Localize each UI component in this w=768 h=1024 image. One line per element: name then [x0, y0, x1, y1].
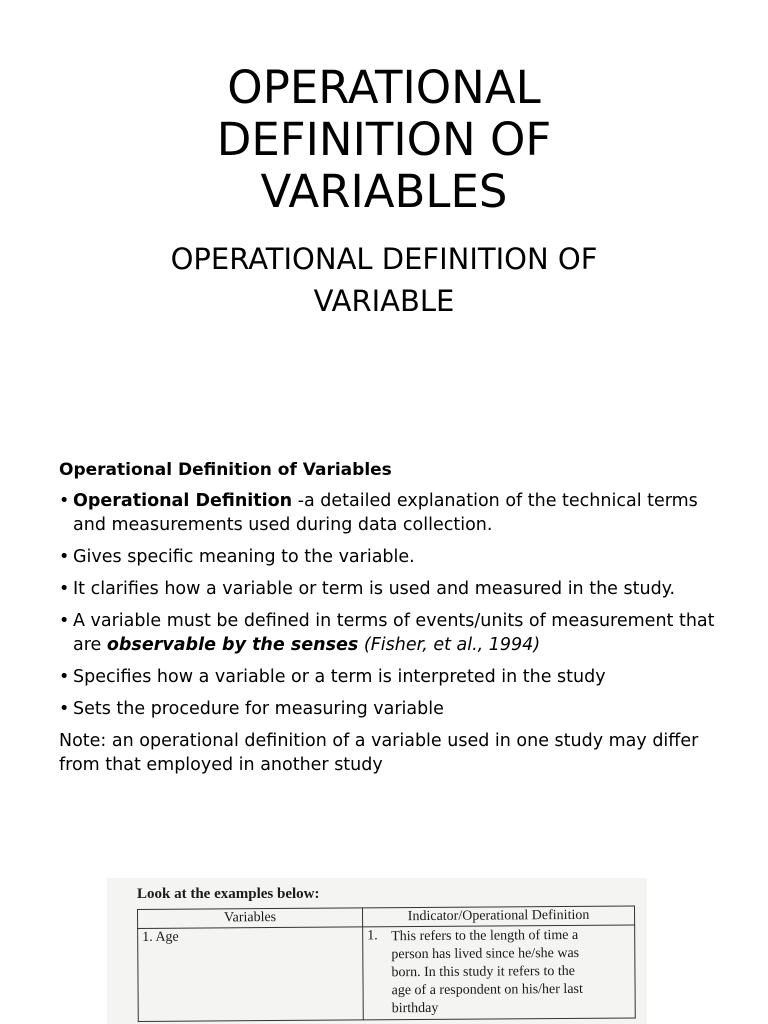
bullet-glyph: •	[59, 491, 70, 511]
definition-line: This refers to the length of time a	[391, 927, 579, 945]
page-title	[0, 62, 768, 218]
bullet-text: -a detailed explanation of the technical terms and measurements used during data collection.	[73, 491, 698, 535]
bullet-glyph: •	[59, 699, 70, 719]
bullet-item	[59, 489, 719, 537]
content-section	[59, 458, 719, 777]
bullet-item	[59, 577, 719, 601]
bullet-item	[59, 665, 719, 689]
bullet-item	[59, 609, 719, 657]
bullet-list	[59, 489, 719, 721]
definition-line: birthday	[391, 1000, 439, 1017]
example-table-image	[107, 878, 647, 1024]
page-subtitle	[0, 238, 768, 322]
bullet-glyph: •	[59, 667, 70, 687]
bullet-text: It clarifies how a variable or term is used and measured in the study.	[73, 579, 676, 599]
definition-text	[391, 927, 583, 1018]
subtitle-line: VARIABLE	[313, 284, 455, 318]
title-line: VARIABLES	[260, 165, 508, 218]
definition-cell	[363, 925, 636, 1020]
bullet-citation: (Fisher, et al., 1994)	[358, 635, 541, 655]
definition-number: 1.	[367, 928, 378, 944]
bullet-item	[59, 545, 719, 569]
bullet-bold-italic: observable by the senses	[106, 635, 359, 655]
table-row	[138, 925, 636, 1021]
definition-line: age of a respondent on his/her last	[391, 981, 583, 999]
section-heading: Operational Definition of Variables	[59, 460, 392, 480]
title-line: OPERATIONAL	[227, 61, 541, 114]
bullet-glyph: •	[59, 611, 70, 631]
bullet-glyph: •	[59, 579, 70, 599]
note-text: Note: an operational definition of a variable used in one study may differ from that employed in another study	[59, 731, 699, 775]
bullet-text: Specifies how a variable or a term is interpreted in the study	[73, 667, 606, 687]
column-header-definition: Indicator/Operational Definition	[362, 906, 634, 927]
bullet-bold-term: Operational Definition	[73, 491, 293, 511]
variable-cell: 1. Age	[138, 927, 364, 1022]
title-block	[0, 62, 768, 322]
subtitle-line: OPERATIONAL DEFINITION OF	[170, 242, 598, 276]
definition-line: born. In this study it refers to the	[391, 963, 576, 981]
bullet-text: Gives specific meaning to the variable.	[73, 547, 415, 567]
definition-line: person has lived since he/she was	[391, 945, 580, 963]
bullet-item	[59, 697, 719, 721]
bullet-text: Sets the procedure for measuring variable	[73, 699, 444, 719]
bullet-glyph: •	[59, 547, 70, 567]
bullet-text: A variable must be defined in terms of events/units of measurement that are	[73, 611, 715, 655]
example-table	[137, 906, 636, 1022]
title-line: DEFINITION OF	[216, 113, 552, 166]
example-heading: Look at the examples below:	[137, 886, 320, 902]
column-header-variables: Variables	[138, 908, 363, 929]
